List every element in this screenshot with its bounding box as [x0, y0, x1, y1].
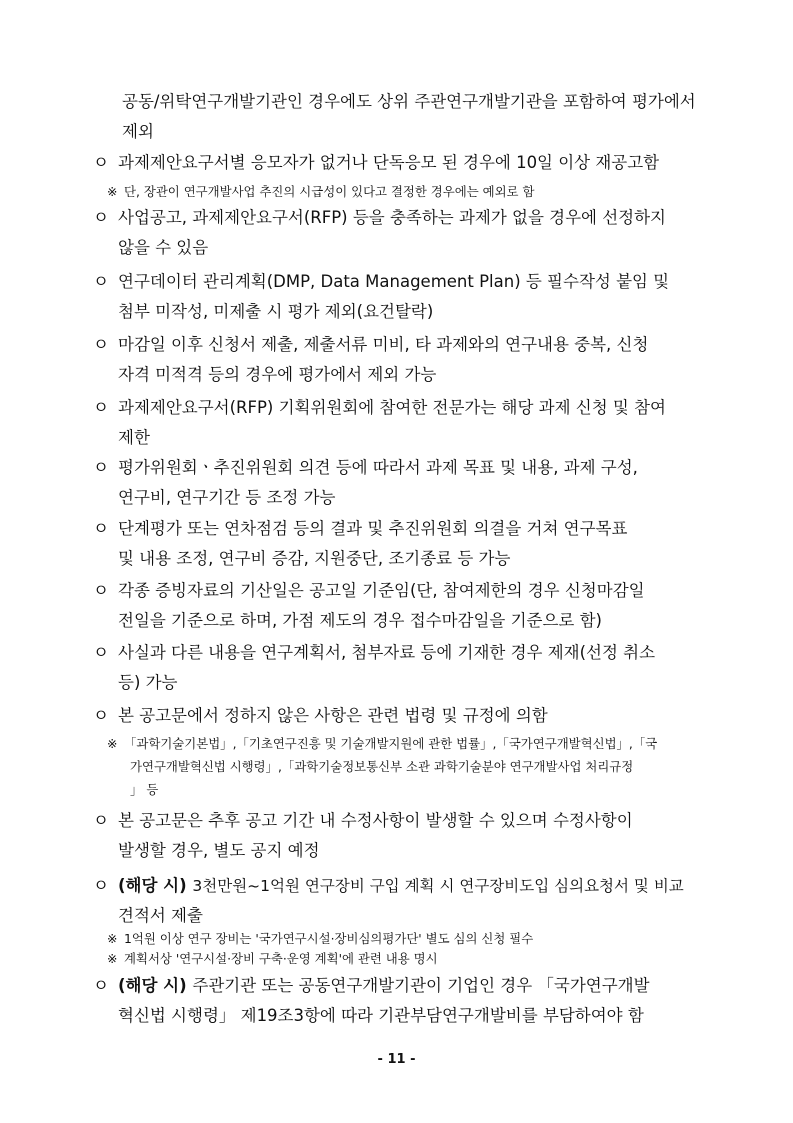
text-line: 전일을 기준으로 하며, 가점 제도의 경우 접수마감일을 기준으로 함)	[118, 611, 602, 630]
note-line: 가연구개발혁신법 시행령」,「과학기술정보통신부 소관 과학기술분야 연구개발사업 처리규정	[130, 759, 634, 774]
reference-mark-icon: ※	[107, 931, 118, 946]
note-line: 단, 장관이 연구개발사업 추진의 시급성이 있다고 결정한 경우에는 예외로 함	[124, 184, 535, 199]
text-line: 견적서 제출	[118, 906, 203, 925]
text-line: 혁신법 시행령」 제19조3항에 따라 기관부담연구개발비를 부담하여야 함	[118, 1006, 644, 1025]
conditional-prefix: (해당 시)	[118, 976, 193, 995]
text-line: 연구데이터 관리계획(DMP, Data Management Plan) 등 필수작성 붙임 및	[118, 272, 670, 291]
text-line: 각종 증빙자료의 기산일은 공고일 기준임(단, 참여제한의 경우 신청마감일	[118, 581, 645, 600]
text-line: 제외	[122, 122, 154, 141]
bullet-icon: ㅇ	[93, 643, 109, 662]
text-segment: 주관기관 또는 공동연구개발기관이 기업인 경우 「국가연구개발	[192, 976, 650, 995]
text-line: 등) 가능	[118, 673, 178, 692]
note-line: 「과학기술기본법」,「기초연구진흥 및 기술개발지원에 관한 법률」,「국가연구개발혁신법」,「국	[124, 736, 658, 751]
bullet-icon: ㅇ	[93, 335, 109, 354]
bullet-icon: ㅇ	[93, 706, 109, 725]
bullet-icon: ㅇ	[93, 153, 109, 172]
reference-mark-icon: ※	[107, 184, 118, 199]
text-line: 공동/위탁연구개발기관인 경우에도 상위 주관연구개발기관을 포함하여 평가에서	[122, 92, 696, 111]
bullet-icon: ㅇ	[93, 208, 109, 227]
page-number: - 11 -	[377, 1052, 416, 1067]
text-line: 및 내용 조정, 연구비 증감, 지원중단, 조기종료 등 가능	[118, 549, 511, 568]
text-line: 평가위원회ㆍ추진위원회 의견 등에 따라서 과제 목표 및 내용, 과제 구성,	[118, 458, 638, 477]
text-line: 제한	[118, 428, 150, 447]
text-line: 마감일 이후 신청서 제출, 제출서류 미비, 타 과제와의 연구내용 중복, 신청	[118, 335, 649, 354]
note-line: 」 등	[130, 782, 159, 797]
reference-mark-icon: ※	[107, 951, 118, 966]
text-line	[118, 875, 684, 897]
bullet-icon: ㅇ	[93, 398, 109, 417]
text-line: 자격 미적격 등의 경우에 평가에서 제외 가능	[118, 365, 437, 384]
text-line: 첨부 미작성, 미제출 시 평가 제외(요건탈락)	[118, 302, 434, 321]
text-line: 사업공고, 과제제안요구서(RFP) 등을 충족하는 과제가 없을 경우에 선정하지	[118, 208, 666, 227]
bullet-icon: ㅇ	[93, 272, 109, 291]
text-line: 발생할 경우, 별도 공지 예정	[118, 841, 320, 860]
text-line: 않을 수 있음	[118, 238, 209, 257]
text-line: 과제제안요구서(RFP) 기획위원회에 참여한 전문가는 해당 과제 신청 및 참여	[118, 398, 666, 417]
note-line: 계획서상 '연구시설·장비 구축·운영 계획'에 관련 내용 명시	[124, 951, 438, 966]
text-line: 단계평가 또는 연차점검 등의 결과 및 추진위원회 의결을 거쳐 연구목표	[118, 519, 628, 538]
bullet-icon: ㅇ	[93, 519, 109, 538]
text-line: 본 공고문에서 정하지 않은 사항은 관련 법령 및 규정에 의함	[118, 706, 548, 725]
text-line: 과제제안요구서별 응모자가 없거나 단독응모 된 경우에 10일 이상 재공고함	[118, 153, 660, 172]
reference-mark-icon: ※	[107, 736, 118, 751]
conditional-prefix: (해당 시)	[118, 876, 193, 895]
bullet-icon: ㅇ	[93, 458, 109, 477]
bullet-icon: ㅇ	[93, 811, 109, 830]
text-line	[118, 975, 650, 997]
text-segment: 3천만원~1억원 연구장비 구입 계획 시 연구장비도입 심의요청서 및 비교	[192, 877, 684, 895]
text-line: 연구비, 연구기간 등 조정 가능	[118, 488, 336, 507]
bullet-icon: ㅇ	[93, 876, 109, 895]
bullet-icon: ㅇ	[93, 976, 109, 995]
note-line: 1억원 이상 연구 장비는 '국가연구시설·장비심의평가단' 별도 심의 신청 필수	[124, 931, 534, 946]
text-line: 사실과 다른 내용을 연구계획서, 첨부자료 등에 기재한 경우 제재(선정 취소	[118, 643, 656, 662]
bullet-icon: ㅇ	[93, 581, 109, 600]
text-line: 본 공고문은 추후 공고 기간 내 수정사항이 발생할 수 있으며 수정사항이	[118, 811, 633, 830]
